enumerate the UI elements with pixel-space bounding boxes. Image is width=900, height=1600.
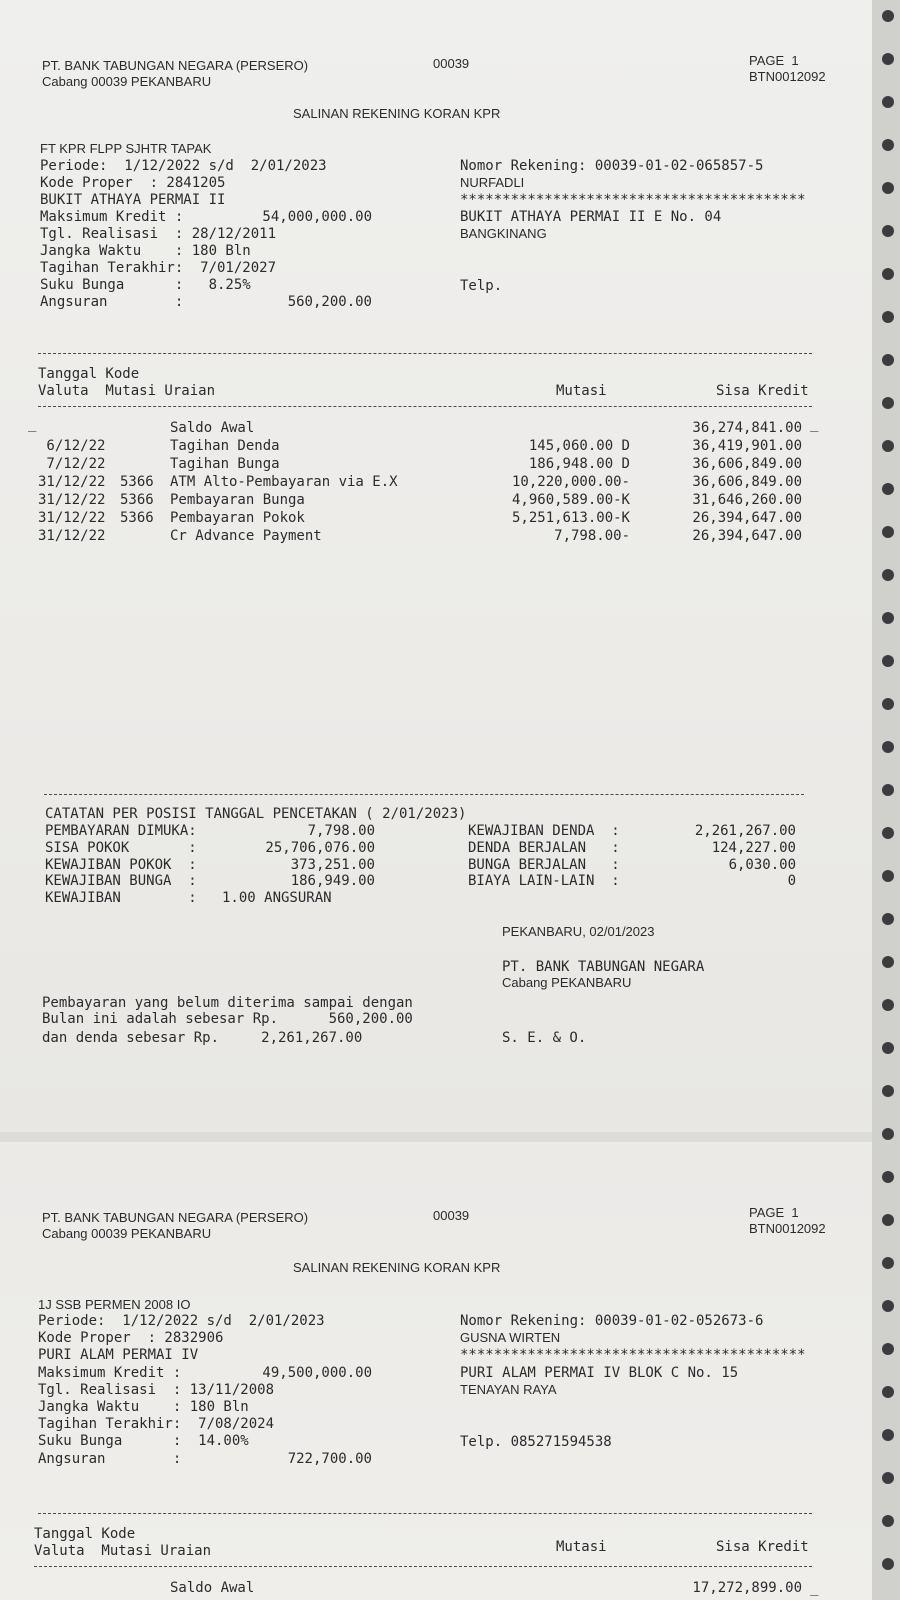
feed-hole-icon xyxy=(882,1085,894,1097)
tagihan-terakhir: Tagihan Terakhir: 7/08/2024 xyxy=(38,1416,275,1432)
cell-code: 5366 xyxy=(120,474,154,490)
nomor-rekening: Nomor Rekening: 00039-01-02-052673-6 xyxy=(460,1313,764,1329)
feed-hole-icon xyxy=(882,870,894,882)
doc-code: BTN0012092 xyxy=(749,1221,826,1236)
kewajiban-angsuran: KEWAJIBAN : 1.00 ANGSURAN xyxy=(45,890,332,906)
cell-desc: Pembayaran Bunga xyxy=(170,492,305,508)
summary-value: 373,251.00 xyxy=(290,857,375,873)
feed-hole-icon xyxy=(882,913,894,925)
cell-date: 6/12/22 xyxy=(38,438,106,454)
page-number: PAGE 1 xyxy=(749,1205,799,1220)
summary-label: DENDA BERJALAN : xyxy=(468,840,620,856)
account-holder: NURFADLI xyxy=(460,175,525,190)
feed-hole-icon xyxy=(882,1257,894,1269)
feed-hole-icon xyxy=(882,440,894,452)
payment-note-line-2: Bulan ini adalah sebesar Rp. 560,200.00 xyxy=(42,1011,413,1027)
page-title: SALINAN REKENING KORAN KPR xyxy=(293,106,501,121)
header-tanggal-kode: Tanggal Kode xyxy=(38,366,140,382)
cell-mutasi: 186,948.00 D xyxy=(528,456,630,472)
cell-desc: Saldo Awal xyxy=(170,420,255,436)
divider xyxy=(38,406,812,407)
tagihan-terakhir: Tagihan Terakhir: 7/01/2027 xyxy=(40,260,277,276)
doc-code: BTN0012092 xyxy=(749,69,826,84)
kode-proper: Kode Proper : 2832906 xyxy=(38,1330,224,1346)
divider xyxy=(38,1513,812,1514)
feed-hole-icon xyxy=(882,999,894,1011)
address-line-2: BANGKINANG xyxy=(460,226,547,241)
bank-name: PT. BANK TABUNGAN NEGARA (PERSERO) xyxy=(42,1210,309,1225)
cell-code: 5366 xyxy=(120,492,154,508)
feed-hole-icon xyxy=(882,182,894,194)
summary-label: PEMBAYARAN DIMUKA: xyxy=(45,823,197,839)
summary-label: SISA POKOK : xyxy=(45,840,197,856)
maksimum-kredit-label: Maksimum Kredit : xyxy=(38,1365,182,1381)
feed-hole-icon xyxy=(882,784,894,796)
account-holder: GUSNA WIRTEN xyxy=(460,1330,561,1345)
feed-hole-icon xyxy=(882,827,894,839)
feed-hole-icon xyxy=(882,741,894,753)
table-row xyxy=(0,528,872,546)
summary-value: 6,030.00 xyxy=(728,857,796,873)
left-margin-dash: _ xyxy=(28,416,37,432)
right-margin-dash: _ xyxy=(810,1580,819,1596)
signature-branch: Cabang PEKANBARU xyxy=(502,975,632,990)
feed-hole-icon xyxy=(882,397,894,409)
summary-label: BUNGA BERJALAN : xyxy=(468,857,620,873)
cell-sisa: 17,272,899.00 xyxy=(692,1580,802,1596)
summary-label: KEWAJIBAN BUNGA : xyxy=(45,873,197,889)
housing-name: BUKIT ATHAYA PERMAI II xyxy=(40,192,226,208)
branch-name: Cabang 00039 PEKANBARU xyxy=(42,1226,212,1241)
table-row xyxy=(0,420,872,438)
right-margin-dash: _ xyxy=(810,416,819,432)
errors-omissions: S. E. & O. xyxy=(502,1030,587,1046)
feed-hole-icon xyxy=(882,1558,894,1570)
cell-desc: Pembayaran Pokok xyxy=(170,510,305,526)
feed-hole-icon xyxy=(882,96,894,108)
separator-stars: ***************************************** xyxy=(460,192,806,208)
summary-value: 2,261,267.00 xyxy=(694,823,796,839)
header-mutasi: Mutasi xyxy=(556,383,607,399)
telp: Telp. xyxy=(460,278,503,294)
header-sisa-kredit: Sisa Kredit xyxy=(716,383,809,399)
cell-desc: ATM Alto-Pembayaran via E.X xyxy=(170,474,398,490)
angsuran-label: Angsuran : xyxy=(40,294,184,310)
bank-name: PT. BANK TABUNGAN NEGARA (PERSERO) xyxy=(42,58,309,73)
feed-hole-icon xyxy=(882,1429,894,1441)
maksimum-kredit-label: Maksimum Kredit : xyxy=(40,209,184,225)
cell-mutasi: 5,251,613.00-K xyxy=(511,510,630,526)
address-line-2: TENAYAN RAYA xyxy=(460,1382,557,1397)
cell-desc: Tagihan Denda xyxy=(170,438,280,454)
feed-hole-icon xyxy=(882,53,894,65)
feed-hole-icon xyxy=(882,483,894,495)
cell-desc: Tagihan Bunga xyxy=(170,456,280,472)
table-row xyxy=(0,474,872,492)
signature-bank: PT. BANK TABUNGAN NEGARA xyxy=(502,959,705,975)
feed-hole-icon xyxy=(882,268,894,280)
angsuran-value: 560,200.00 xyxy=(287,294,372,310)
cell-sisa: 31,646,260.00 xyxy=(692,492,802,508)
branch-name: Cabang 00039 PEKANBARU xyxy=(42,74,212,89)
cell-date: 7/12/22 xyxy=(38,456,106,472)
cell-date: 31/12/22 xyxy=(38,528,106,544)
feed-hole-icon xyxy=(882,526,894,538)
cell-desc: Cr Advance Payment xyxy=(170,528,322,544)
feed-hole-icon xyxy=(882,569,894,581)
maksimum-kredit-value: 54,000,000.00 xyxy=(262,209,372,225)
address-line-1: PURI ALAM PERMAI IV BLOK C No. 15 xyxy=(460,1365,739,1381)
housing-name: PURI ALAM PERMAI IV xyxy=(38,1347,199,1363)
feed-hole-icon xyxy=(882,1042,894,1054)
cell-code: 5366 xyxy=(120,510,154,526)
summary-label: BIAYA LAIN-LAIN : xyxy=(468,873,620,889)
header-valuta-mutasi-uraian: Valuta Mutasi Uraian xyxy=(38,383,216,399)
summary-value: 0 xyxy=(787,873,796,889)
table-row xyxy=(0,1580,872,1598)
divider xyxy=(38,353,812,354)
feed-hole-icon xyxy=(882,1171,894,1183)
feed-hole-icon xyxy=(882,10,894,22)
cell-mutasi: 145,060.00 D xyxy=(528,438,630,454)
jangka-waktu: Jangka Waktu : 180 Bln xyxy=(40,243,251,259)
feed-hole-icon xyxy=(882,225,894,237)
nomor-rekening: Nomor Rekening: 00039-01-02-065857-5 xyxy=(460,158,764,174)
table-row xyxy=(0,456,872,474)
feed-hole-icon xyxy=(882,612,894,624)
cell-desc: Saldo Awal xyxy=(170,1580,255,1596)
periode: Periode: 1/12/2022 s/d 2/01/2023 xyxy=(38,1313,325,1329)
kode-proper: Kode Proper : 2841205 xyxy=(40,175,226,191)
cell-sisa: 36,606,849.00 xyxy=(692,474,802,490)
cell-date: 31/12/22 xyxy=(38,474,106,490)
header-mutasi: Mutasi xyxy=(556,1539,607,1555)
summary-value: 186,949.00 xyxy=(290,873,375,889)
feed-hole-icon xyxy=(882,1214,894,1226)
city-date: PEKANBARU, 02/01/2023 xyxy=(502,924,655,939)
angsuran-value: 722,700.00 xyxy=(287,1451,372,1467)
telp: Telp. 085271594538 xyxy=(460,1434,612,1450)
cell-sisa: 36,274,841.00 xyxy=(692,420,802,436)
cell-date: 31/12/22 xyxy=(38,492,106,508)
periode: Periode: 1/12/2022 s/d 2/01/2023 xyxy=(40,158,327,174)
maksimum-kredit-value: 49,500,000.00 xyxy=(262,1365,372,1381)
cell-date: 31/12/22 xyxy=(38,510,106,526)
feed-hole-icon xyxy=(882,354,894,366)
payment-note-line-3: dan denda sebesar Rp. 2,261,267.00 xyxy=(42,1030,363,1046)
table-row xyxy=(0,438,872,456)
jangka-waktu: Jangka Waktu : 180 Bln xyxy=(38,1399,249,1415)
branch-code: 00039 xyxy=(433,1208,470,1223)
tgl-realisasi: Tgl. Realisasi : 28/12/2011 xyxy=(40,226,277,242)
feed-hole-icon xyxy=(882,1343,894,1355)
feed-hole-icon xyxy=(882,139,894,151)
feed-hole-icon xyxy=(882,956,894,968)
product-name: FT KPR FLPP SJHTR TAPAK xyxy=(40,141,212,156)
cell-sisa: 26,394,647.00 xyxy=(692,528,802,544)
cell-mutasi: 4,960,589.00-K xyxy=(511,492,630,508)
transaction-list xyxy=(0,1580,872,1600)
angsuran-label: Angsuran : xyxy=(38,1451,182,1467)
summary-value: 25,706,076.00 xyxy=(265,840,375,856)
feed-hole-icon xyxy=(882,1128,894,1140)
summary-value: 124,227.00 xyxy=(711,840,796,856)
table-row xyxy=(0,510,872,528)
tractor-feed-edge xyxy=(872,0,900,1600)
cell-sisa: 36,606,849.00 xyxy=(692,456,802,472)
cell-mutasi: 7,798.00- xyxy=(554,528,630,544)
header-tanggal-kode: Tanggal Kode xyxy=(34,1526,136,1542)
page-title: SALINAN REKENING KORAN KPR xyxy=(293,1260,501,1275)
feed-hole-icon xyxy=(882,1472,894,1484)
feed-hole-icon xyxy=(882,1386,894,1398)
header-sisa-kredit: Sisa Kredit xyxy=(716,1539,809,1555)
payment-note-line-1: Pembayaran yang belum diterima sampai dengan xyxy=(42,995,413,1011)
page-number: PAGE 1 xyxy=(749,53,799,68)
summary-label: KEWAJIBAN POKOK : xyxy=(45,857,197,873)
divider xyxy=(34,1566,812,1567)
address-line-1: BUKIT ATHAYA PERMAI II E No. 04 xyxy=(460,209,722,225)
divider xyxy=(44,794,804,795)
feed-hole-icon xyxy=(882,655,894,667)
transaction-list xyxy=(0,420,872,550)
separator-stars: ***************************************** xyxy=(460,1347,806,1363)
feed-hole-icon xyxy=(882,1300,894,1312)
suku-bunga: Suku Bunga : 8.25% xyxy=(40,277,251,293)
cell-mutasi: 10,220,000.00- xyxy=(511,474,630,490)
suku-bunga: Suku Bunga : 14.00% xyxy=(38,1433,249,1449)
catatan-heading: CATATAN PER POSISI TANGGAL PENCETAKAN ( 2/01/2023) xyxy=(45,806,467,822)
feed-hole-icon xyxy=(882,311,894,323)
table-row xyxy=(0,492,872,510)
cell-sisa: 26,394,647.00 xyxy=(692,510,802,526)
summary-value: 7,798.00 xyxy=(307,823,375,839)
feed-hole-icon xyxy=(882,1515,894,1527)
product-name: 1J SSB PERMEN 2008 IO xyxy=(38,1297,191,1312)
summary-label: KEWAJIBAN DENDA : xyxy=(468,823,620,839)
branch-code: 00039 xyxy=(433,56,470,71)
cell-sisa: 36,419,901.00 xyxy=(692,438,802,454)
tgl-realisasi: Tgl. Realisasi : 13/11/2008 xyxy=(38,1382,275,1398)
feed-hole-icon xyxy=(882,698,894,710)
header-valuta-mutasi-uraian: Valuta Mutasi Uraian xyxy=(34,1543,212,1559)
statement-page-2 xyxy=(0,1142,872,1600)
